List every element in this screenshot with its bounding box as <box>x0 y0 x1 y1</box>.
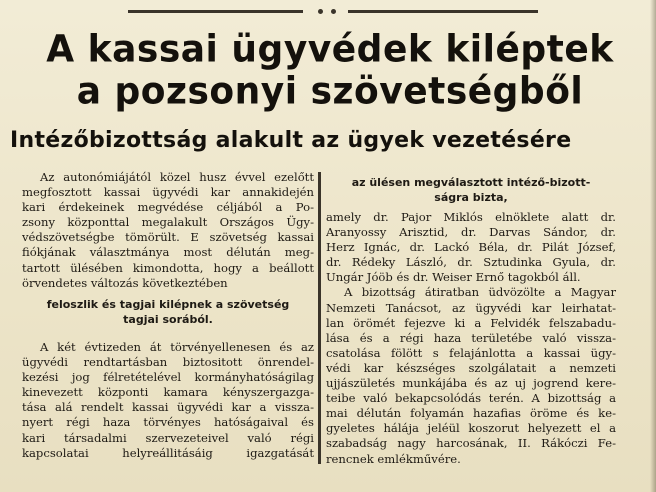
text-line: tartott ülésében kimondotta, hogy a beállott <box>22 260 314 275</box>
right-column-text <box>326 210 616 467</box>
left-inline-subhead-line-2: tagjai sorából. <box>123 313 213 326</box>
column-divider <box>318 172 321 464</box>
text-line: lan örömét fejezve ki a Felvidék felszabadu- <box>326 315 616 330</box>
text-line: Aranyossy Arisztid, dr. Darvas Sándor, dr. <box>326 225 616 240</box>
left-inline-subhead-line-1: feloszlik és tagjai kilépnek a szövetség <box>46 298 290 311</box>
text-line: Nemzeti Tanácsot, az ügyvédi kar leirhatat- <box>326 300 616 315</box>
text-line: Az autonómiájától közel husz évvel ezelőtt <box>40 170 314 184</box>
top-ornamental-rule <box>128 9 538 13</box>
text-line: ujjászületés munkájába és az uj jogrend kere- <box>326 376 616 391</box>
right-inline-subhead-line-1: az ülésen megválasztott intéző-bizott- <box>351 176 591 189</box>
text-line: teibe való bekapcsolódás terén. A bizottság a <box>326 391 616 406</box>
text-line: kinevezett központi kamara kényszergazga- <box>22 385 314 400</box>
text-line: kapcsolatai helyreállitásáig igazgatását <box>22 445 314 460</box>
text-line: ügyvédi rendtartásban biztositott önrendel- <box>22 355 314 370</box>
headline-line-1: A kassai ügyvédek kiléptek <box>46 27 614 71</box>
text-line: mai délután folyamán hazafias öröme és ke- <box>326 406 616 421</box>
text-line: védi kar készséges szolgálatait a nemzeti <box>326 360 616 375</box>
text-line: dr. Rédeky László, dr. Sztudinka Gyula, dr. <box>326 255 616 270</box>
text-line: fiókjának választmánya most délután meg- <box>22 245 314 260</box>
text-line: A két évtizeden át törvényellenesen és az <box>40 340 314 354</box>
text-line: megfosztott kassai ügyvédi kar annakidején <box>22 185 314 200</box>
text-line: kari társadalmi szervezeteivel való régi <box>22 430 314 445</box>
text-line: védszövetségbe tömörült. E szövetség kassai <box>22 230 314 245</box>
page-edge-shadow <box>650 0 656 492</box>
right-inline-subhead-line-2: ságra bizta, <box>434 191 508 204</box>
text-line: nyert régi haza törvényes hatóságaival és <box>22 415 314 430</box>
left-column-paragraph-1 <box>22 170 314 291</box>
text-line: kari érdekeinek megvédése céljából a Po- <box>22 200 314 215</box>
text-line: rencnek emlékművére. <box>326 451 461 466</box>
text-line: lása és a régi haza területébe való vissza- <box>326 330 616 345</box>
text-line: örvendetes változás következtében <box>22 275 228 290</box>
text-line: A bizottság átiratban üdvözölte a Magyar <box>344 285 616 300</box>
text-line: szabadság nagy harcosának, II. Rákóczi Fe- <box>326 436 616 451</box>
left-column-paragraph-2 <box>22 340 314 461</box>
text-line: Herz Ignác, dr. Lackó Béla, dr. Pilát József, <box>326 240 616 255</box>
headline-line-2: a pozsonyi szövetségből <box>76 69 584 113</box>
subheadline: Intézőbizottság alakult az ügyek vezetésére <box>10 128 572 153</box>
text-line: zsony központtal megalakult Országos Ügy- <box>22 215 314 230</box>
text-line: Ungár Jóöb és dr. Weiser Ernő tagokból áll. <box>326 270 581 285</box>
text-line: gyeletes hálája jeléül koszorut helyezett el a <box>326 421 616 436</box>
text-line: csatolása fölött s felajánlotta a kassai ügy- <box>326 345 616 360</box>
text-line: kezési jog félretételével kormányhatóságilag <box>22 370 314 385</box>
text-line: tása alá rendelt kassai ügyvédi kar a vissza- <box>22 400 314 415</box>
text-line: amely dr. Pajor Miklós elnöklete alatt dr. <box>326 210 616 224</box>
